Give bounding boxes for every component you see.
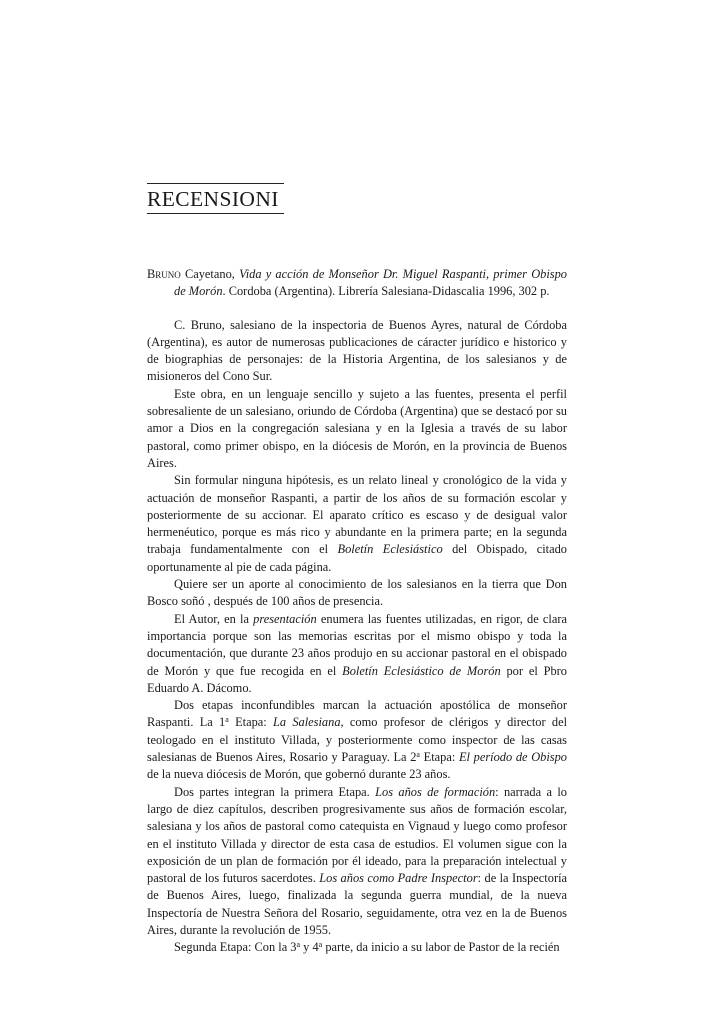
paragraph-5-italic-1: presentación — [253, 611, 317, 626]
paragraph-5 — [147, 611, 567, 697]
paragraph-8-superscript-2: a — [318, 940, 323, 950]
paragraph-7-text-e: : de la Inspectoría de Buenos Aires, luego, finalizada la segunda guerra mundial, de la nueva Inspectoría de Nuestra Señora del Rosario, seguidamente, otra vez en la de Buenos Aires, durante la revolución de 1955. — [147, 871, 568, 937]
author-surname: Bruno — [147, 267, 181, 281]
paragraph-7-text-c: : narrada a lo largo de diez capítulos, describen progresivamente sus años de formación escolar, salesiana y los años de pastoral como catequista en Vignaud y luego como profesor en el instituto Villada y director de esta casa de estudios. El volumen sigue con la exposición de un plan de formación por él ideado, para la preparación intelectual y pastoral de los futuros sacerdotes. — [147, 784, 567, 886]
paragraph-6-superscript-1: a — [225, 715, 229, 725]
publication-info: . Cordoba (Argentina). Librería Salesiana-Didascalia 1996, 302 p. — [222, 284, 550, 299]
header-rule-bottom — [147, 213, 284, 214]
paragraph-8-text-a: Segunda Etapa: Con la 3 — [174, 940, 297, 955]
paragraph-5-text-c: enumera las fuentes utilizadas, en rigor, de clara importancia porque son las memorias escritas por el mismo obispo y toda la documentación, que durante 23 años produjo en su accionar pastoral en el obispado de Morón y que fue recogida en el — [147, 611, 567, 678]
paragraph-7 — [147, 784, 567, 940]
paragraph-6-superscript-2: a — [416, 750, 420, 760]
paragraph-5-text-e: por el Pbro Eduardo A. Dácomo. — [147, 663, 567, 695]
paragraph-6 — [147, 697, 567, 783]
header-rule-top — [147, 183, 284, 184]
bibliographic-citation — [147, 266, 567, 301]
paragraph-6-text-e: Etapa: — [419, 750, 459, 765]
paragraph-3-text-a: Sin formular ninguna hipótesis, es un relato lineal y cronológico de la vida y actuación de monseñor Raspanti, a partir de los años de su formación escolar y posteriormente de su accionar. El aparato crítico es escaso y de desigual valor hermenéutico, porque es más rico y abundante en la primera parte; en la segunda trabaja fundamentalmente con el — [147, 473, 567, 557]
paragraph-8-text-b: y 4 — [300, 940, 319, 955]
paragraph-8 — [147, 939, 567, 956]
paragraph-1: C. Bruno, salesiano de la inspectoria de Buenos Ayres, natural de Córdoba (Argentina), es autor de numerosas publicaciones de cáracter jurídico e historico y de biographias de personajes: de la Historia Argentina, de los salesianos y de misioneros del Cono Sur. — [147, 317, 567, 384]
paragraph-6-italic-2: El período de Obispo — [458, 750, 568, 765]
paragraph-7-italic-1: Los años de formación — [375, 784, 496, 799]
paragraph-2: Este obra, en un lenguaje sencillo y sujeto a las fuentes, presenta el perfil sobresaliente de un salesiano, oriundo de Córdoba (Argentina) que se destacó por su amor a Dios en la congregación salesiana y en la Iglesia a través de su labor pastoral, como primer obispo, en la diócesis de Morón, en la provincia de Buenos Aires. — [147, 386, 567, 470]
review-article — [147, 266, 567, 957]
paragraph-5-text-a: El Autor, en la — [174, 611, 254, 626]
paragraph-7-italic-2: Los años como Padre Inspector — [319, 871, 478, 886]
paragraph-3-text-c: del Obispado, citado oportunamente al pie de cada página. — [147, 542, 567, 574]
paragraph-8-text-c: parte, da inicio a su labor de Pastor de la recién — [322, 940, 560, 955]
book-title: Vida y acción de Monseñor Dr. Miguel Raspanti, primer Obispo de Morón — [174, 267, 567, 299]
paragraph-6-italic-1: La Salesiana — [272, 715, 341, 730]
paragraph-3 — [147, 472, 567, 576]
paragraph-8-superscript-1: a — [296, 940, 301, 950]
paragraph-6-text-g: de la nueva diócesis de Morón, que gobernó durante 23 años. — [147, 767, 451, 782]
paragraph-6-text-d: , como profesor de clérigos y director del teologado en el instituto Villada, y posteriormente como inspector de las casas salesianas de Buenos Aires, Rosario y Paraguay. La 2 — [147, 715, 568, 765]
section-title: RECENSIONI — [147, 187, 279, 211]
paragraph-7-text-a: Dos partes integran la primera Etapa. — [174, 784, 376, 799]
paragraph-3-italic: Boletín Eclesiástico — [337, 542, 443, 557]
author-name: Cayetano, — [180, 267, 240, 281]
paragraph-6-text-b: Etapa: — [228, 715, 273, 730]
paragraph-5-italic-2: Boletín Eclesiástico de Morón — [342, 663, 501, 678]
paragraph-6-text-a: Dos etapas inconfundibles marcan la actuación apostólica de monseñor Raspanti. La 1 — [147, 698, 567, 730]
paragraph-4: Quiere ser un aporte al conocimiento de los salesianos en la tierra que Don Bosco soñó , después de 100 años de presencia. — [147, 577, 567, 609]
section-header — [147, 183, 284, 214]
